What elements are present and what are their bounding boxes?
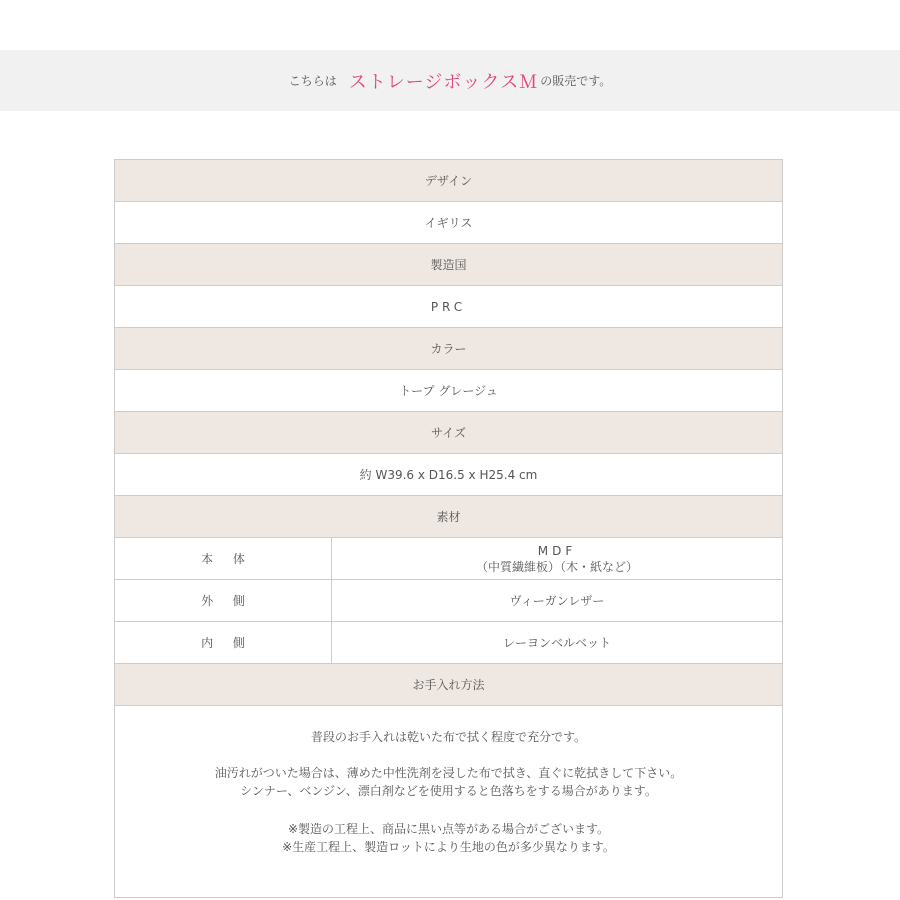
origin-value: PRC: [115, 286, 782, 328]
banner-prefix: こちらは: [288, 74, 337, 88]
material-row-body: [115, 538, 782, 580]
material-value-body-line1: MDF: [537, 543, 577, 558]
material-label-inner: 内 側: [115, 622, 332, 663]
care-line: シンナー、ベンジン、漂白剤などを使用すると色落ちをする場合があります。: [240, 784, 657, 798]
material-header: 素材: [115, 496, 782, 538]
care-header: お手入れ方法: [115, 664, 782, 706]
material-value-body: [332, 538, 782, 579]
material-value-outer: [332, 580, 782, 621]
size-header: サイズ: [115, 412, 782, 454]
design-value: イギリス: [115, 202, 782, 244]
product-name: ストレージボックスＭ: [348, 71, 539, 93]
banner-suffix: の販売です。: [540, 74, 612, 88]
care-instructions: [115, 705, 782, 898]
care-line: 普段のお手入れは乾いた布で拭く程度で充分です。: [310, 730, 587, 744]
material-value-inner: [332, 622, 782, 663]
material-label-body: 本 体: [115, 538, 332, 579]
material-row-outer: [115, 580, 782, 622]
spec-table: [114, 159, 783, 898]
care-line: ※製造の工程上、商品に黒い点等がある場合がございます。: [287, 822, 610, 836]
material-value-outer-line1: ヴィーガンレザー: [509, 593, 605, 608]
material-value-body-line2: （中質繊維板）（木・紙など）: [475, 559, 638, 574]
product-banner: [0, 50, 900, 111]
color-value: トープ グレージュ: [115, 370, 782, 412]
material-label-outer: 外 側: [115, 580, 332, 621]
material-value-inner-line1: レーヨンベルベット: [502, 635, 611, 650]
color-header: カラー: [115, 328, 782, 370]
size-value: 約 W39.6 x D16.5 x H25.4 cm: [115, 454, 782, 496]
design-header: デザイン: [115, 160, 782, 202]
origin-header: 製造国: [115, 244, 782, 286]
care-line: 油汚れがついた場合は、薄めた中性洗剤を浸した布で拭き、直ぐに乾拭きして下さい。: [214, 766, 683, 780]
care-line: ※生産工程上、製造ロットにより生地の色が多少異なります。: [282, 840, 615, 854]
material-row-inner: [115, 622, 782, 664]
